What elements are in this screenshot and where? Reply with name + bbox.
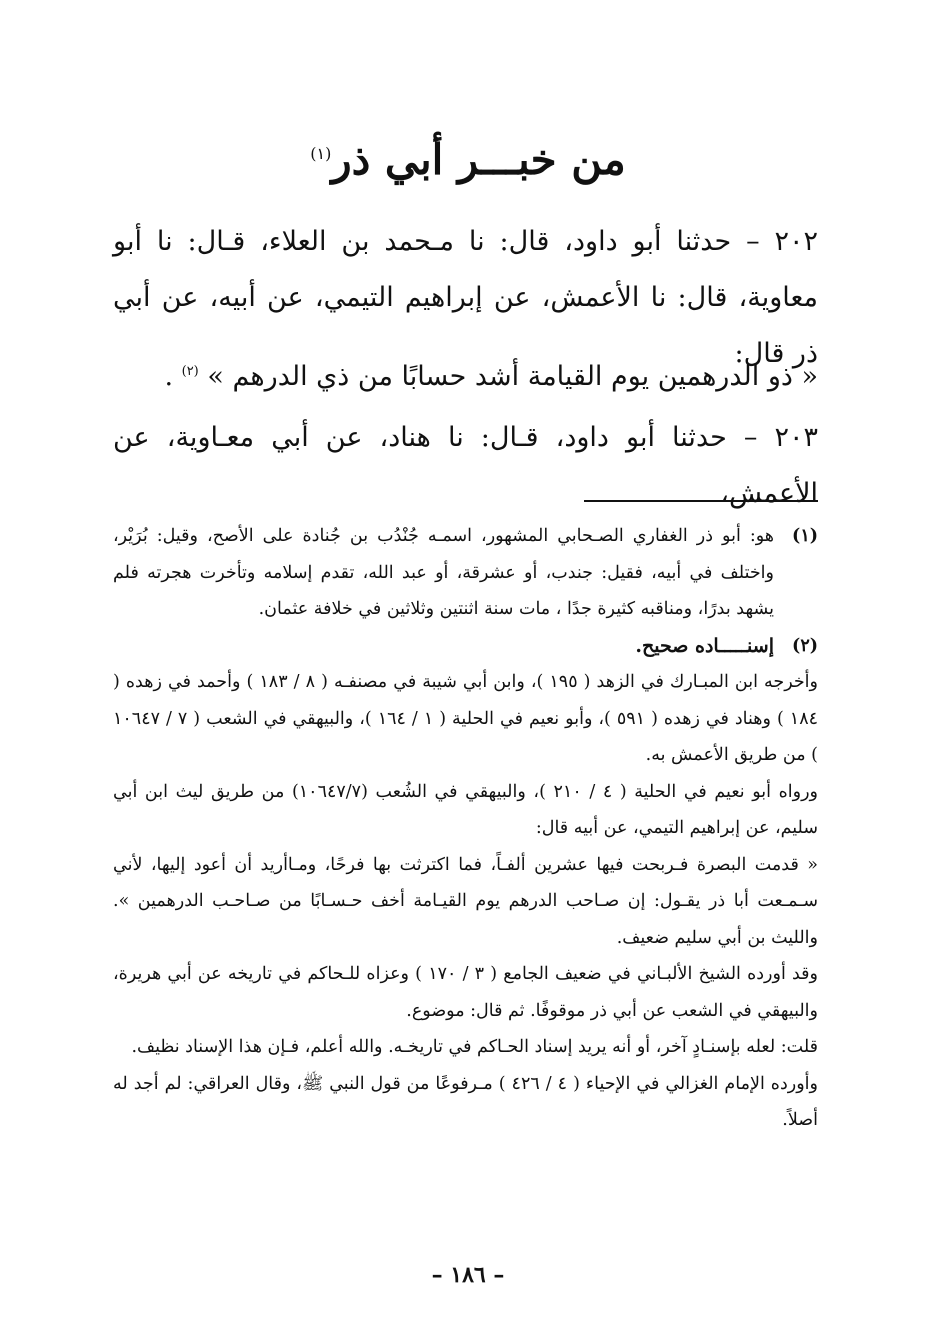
footnote-1 xyxy=(113,518,818,628)
page-number: – ١٨٦ – xyxy=(431,1262,505,1288)
footnote-2-number: (٢) xyxy=(792,635,818,656)
chapter-title-text: من خبـــر أبي ذر xyxy=(331,135,626,184)
hadith-203: ٢٠٣ – حدثنا أبو داود، قـال: نا هناد، عن أبي معـاوية، عن الأعمش، xyxy=(113,422,818,509)
footnote-2 xyxy=(113,628,818,665)
chapter-title-footnote-marker: (١) xyxy=(310,144,332,163)
footnote-2-paragraph: وأخرجه ابن المبـارك في الزهد ( ١٩٥ )، وابن أبي شيبة في مصنفـه ( ٨ / ١٨٣ ) وأحمد في زهده ( ١٨٤ ) وهناد في زهده ( ٥٩١ )، وأبو نعيم في الحلية ( ١ / ١٦٤ )، والبيهقي في الشعب ( ٧ / ١٠٦٤٧ ) من طريق الأعمش به. xyxy=(113,672,818,765)
quote-text: « ذو الدرهمين يوم القيامة أشد حسابًا من ذي الدرهم » xyxy=(207,361,818,392)
footnote-2-paragraph: « قدمت البصرة فـربحت فيها عشرين ألفـاً، فما اكترثت بها فرحًا، ومـاأريد أن أعود إليها، لأني سـمـعت أبا ذر يقـول: إن صـاحب الدرهم يوم القيـامة أخف حـسـابًا من صـاحـب الدرهمين ». والليث بن أبي سليم ضعيف. xyxy=(113,854,818,948)
quote-footnote-marker: (٢) xyxy=(181,364,199,379)
footnote-2-paragraph: وأورده الإمام الغزالي في الإحياء ( ٤ / ٤٢٦ ) مـرفوعًا من قول النبي ﷺ، وقال العراقي: لم أجد له أصلاً. xyxy=(113,1073,818,1130)
hadith-202: ٢٠٢ – حدثنا أبو داود، قال: نا مـحمد بن العلاء، قـال: نا أبو معاوية، قال: نا الأعمش، عن إبراهيم التيمي، عن أبيه، عن أبي ذر قال: xyxy=(113,226,818,369)
quote-tail: . xyxy=(164,361,182,392)
footnote-2-paragraph: ورواه أبو نعيم في الحلية ( ٤ / ٢١٠ )، والبيهقي في الشُعب (١٠٦٤٧/٧) من طريق ليث ابن أبي سليم، عن إبراهيم التيمي، عن أبيه قال: xyxy=(113,781,818,838)
chapter-title xyxy=(0,124,936,190)
footnote-1-text: هو: أبو ذر الغفاري الصـحابي المشهور، اسمـه جُنْدُب بن جُنادة على الأصح، وقيل: بُرَيْر، واختلف في أبيه، فقيل: جندب، أو عشرقة، أو عبد الله، تقدم إسلامه وتأخرت هجرته فلم يشهد بدرًا، ومناقبه كثيرة جدًا ، مات سنة اثنتين وثلاثين في خلافة عثمان. xyxy=(113,526,774,619)
footnote-1-number: (١) xyxy=(792,526,818,546)
footnote-separator xyxy=(584,500,818,502)
footnote-2-paragraph: قلت: لعله بإسنـادٍ آخر، أو أنه يريد إسناد الحـاكم في تاريخـه. والله أعلم، فـإن هذا الإسناد نظيف. xyxy=(131,1037,818,1057)
hadith-quote xyxy=(113,344,818,405)
footnotes-section xyxy=(113,518,818,1139)
footnote-2-paragraph: وقد أورده الشيخ الألبـاني في ضعيف الجامع ( ٣ / ١٧٠ ) وعزاه للـحاكم في تاريخه عن أبي هريرة، والبيهقي في الشعب عن أبي ذر موقوفًا. ثم قال: موضوع. xyxy=(113,964,818,1021)
footnote-2-heading: إسنـــــاده صحيح. xyxy=(635,634,774,657)
